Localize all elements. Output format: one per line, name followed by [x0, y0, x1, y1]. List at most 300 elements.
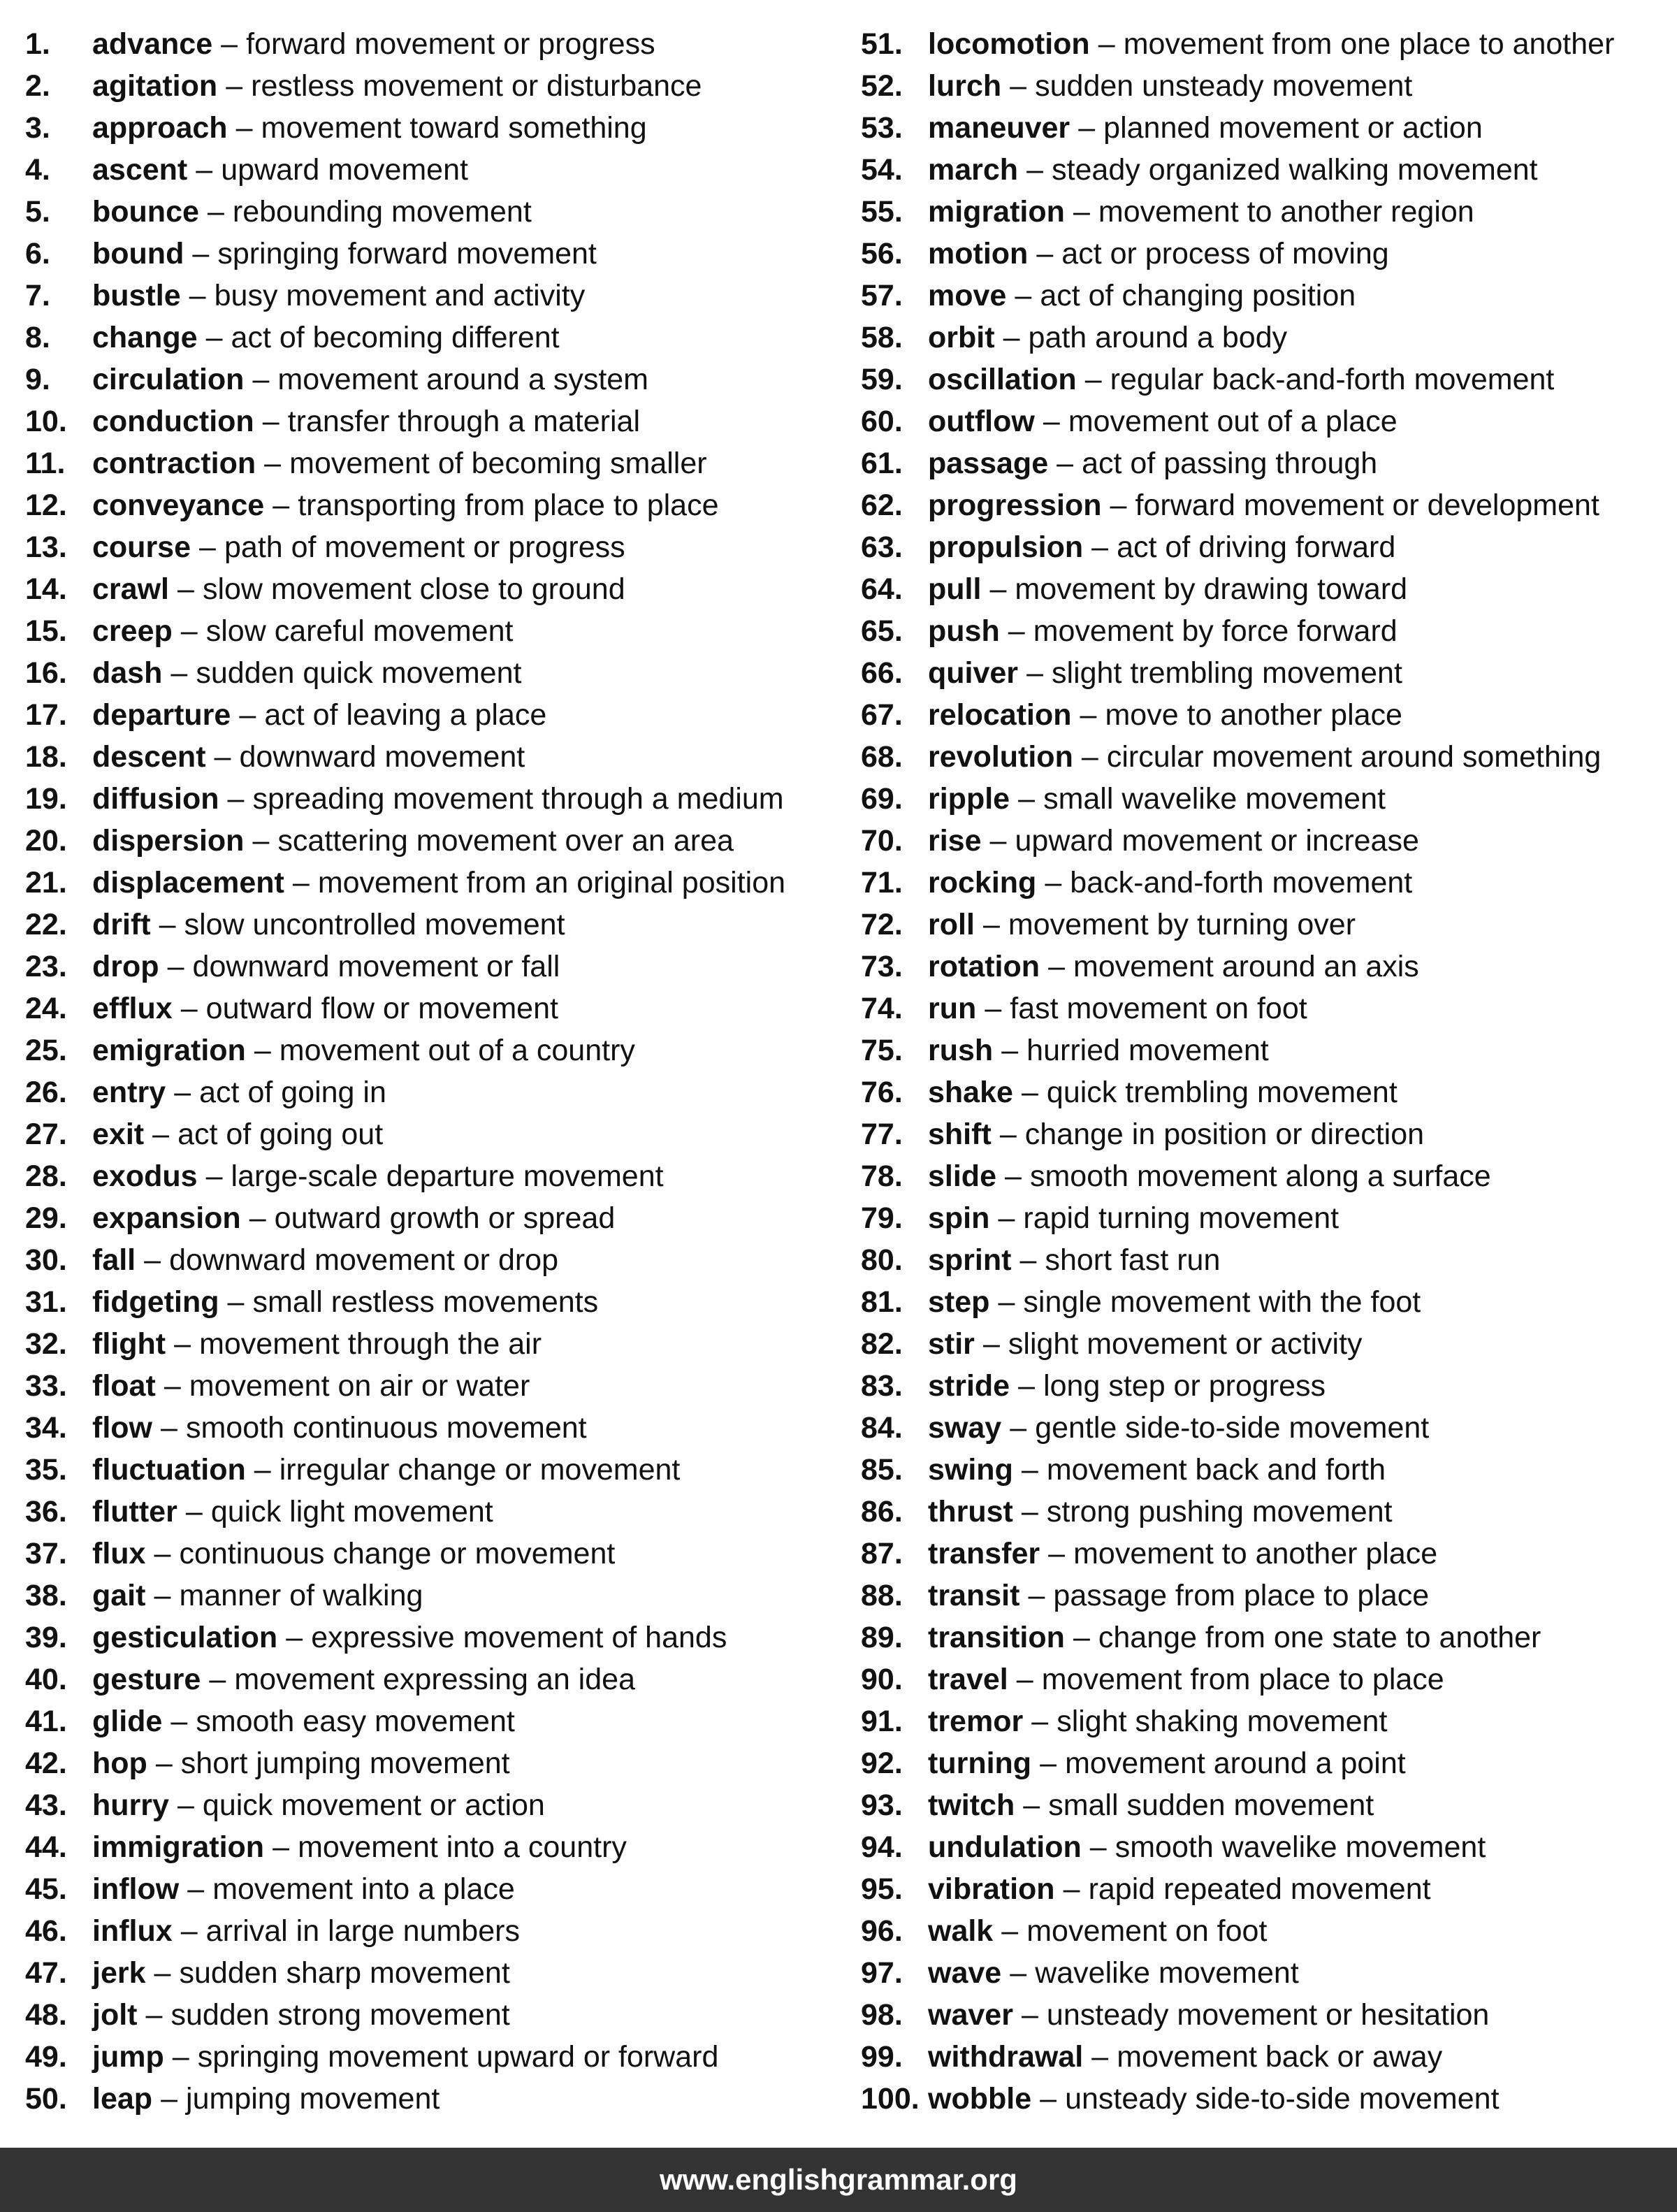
item-word: lurch — [928, 69, 1002, 103]
item-word: stride — [928, 1369, 1010, 1403]
item-number: 54. — [861, 153, 903, 187]
item-definition: change in position or direction — [1024, 1118, 1425, 1151]
item-definition: jumping movement — [186, 2082, 440, 2116]
item-number: 15. — [25, 614, 67, 648]
item-dash-separator: – — [214, 740, 231, 774]
item-word: fidgeting — [92, 1285, 219, 1319]
item-word: progression — [928, 489, 1102, 522]
item-word: departure — [92, 698, 231, 732]
item-number: 63. — [861, 530, 903, 564]
list-item — [25, 275, 829, 317]
item-definition: path of movement or progress — [224, 530, 625, 564]
item-number: 88. — [861, 1579, 903, 1612]
item-dash-separator: – — [262, 405, 280, 438]
item-word: sprint — [928, 1243, 1012, 1277]
list-item — [25, 359, 829, 400]
item-number: 50. — [25, 2082, 67, 2116]
item-word: slide — [928, 1159, 996, 1193]
item-word: ripple — [928, 782, 1010, 816]
item-word: stir — [928, 1327, 975, 1361]
item-word: gesticulation — [92, 1621, 278, 1654]
item-word: conduction — [92, 405, 254, 438]
list-item — [861, 65, 1664, 107]
item-definition: slow movement close to ground — [202, 572, 625, 606]
item-definition: movement of becoming smaller — [289, 447, 707, 480]
item-definition: restless movement or disturbance — [251, 69, 702, 103]
item-number: 67. — [861, 698, 903, 732]
item-definition: slow uncontrolled movement — [184, 908, 565, 941]
item-definition: springing movement upward or forward — [197, 2040, 719, 2074]
item-definition: movement to another place — [1073, 1537, 1438, 1570]
item-number: 71. — [861, 866, 903, 899]
item-dash-separator: – — [1026, 656, 1043, 690]
item-dash-separator: – — [177, 572, 194, 606]
item-number: 48. — [25, 1998, 67, 2032]
item-definition: large-scale departure movement — [231, 1159, 664, 1193]
item-definition: downward movement or drop — [169, 1243, 559, 1277]
list-item — [861, 359, 1664, 400]
item-word: flow — [92, 1411, 152, 1445]
item-number: 97. — [861, 1956, 903, 1990]
item-definition: forward movement or progress — [246, 27, 655, 61]
item-definition: small restless movements — [252, 1285, 599, 1319]
item-number: 98. — [861, 1998, 903, 2032]
item-word: swing — [928, 1453, 1013, 1487]
item-word: ascent — [92, 153, 188, 187]
item-dash-separator: – — [1016, 1663, 1033, 1696]
item-word: leap — [92, 2082, 153, 2116]
list-item — [861, 191, 1664, 233]
item-dash-separator: – — [1048, 1537, 1066, 1570]
item-word: propulsion — [928, 530, 1084, 564]
list-item — [25, 610, 829, 652]
item-definition: act of driving forward — [1117, 530, 1396, 564]
item-definition: passage from place to place — [1053, 1579, 1430, 1612]
item-dash-separator: – — [982, 1327, 1000, 1361]
item-dash-separator: – — [180, 1914, 198, 1948]
list-item — [25, 1407, 829, 1449]
list-item — [25, 1029, 829, 1071]
item-definition: smooth wavelike movement — [1115, 1830, 1486, 1864]
item-number: 84. — [861, 1411, 903, 1445]
item-number: 92. — [861, 1747, 903, 1780]
item-definition: spreading movement through a medium — [252, 782, 784, 816]
list-item — [25, 1281, 829, 1323]
item-definition: slow careful movement — [205, 614, 514, 648]
item-dash-separator: – — [1040, 2082, 1057, 2116]
item-word: maneuver — [928, 111, 1070, 145]
item-word: course — [92, 530, 191, 564]
item-definition: movement around a point — [1065, 1747, 1406, 1780]
item-dash-separator: – — [1028, 1579, 1045, 1612]
item-definition: wavelike movement — [1035, 1956, 1299, 1990]
item-definition: smooth movement along a surface — [1029, 1159, 1491, 1193]
item-definition: act of passing through — [1082, 447, 1378, 480]
item-number: 13. — [25, 530, 67, 564]
item-word: expansion — [92, 1201, 241, 1235]
list-item — [861, 736, 1664, 778]
item-word: rocking — [928, 866, 1037, 899]
item-word: tremor — [928, 1705, 1024, 1738]
item-definition: back-and-forth movement — [1070, 866, 1413, 899]
item-number: 93. — [861, 1788, 903, 1822]
list-item — [861, 1952, 1664, 1994]
item-dash-separator: – — [1091, 2040, 1109, 2074]
item-definition: act of becoming different — [231, 321, 560, 354]
item-number: 26. — [25, 1076, 67, 1109]
list-item — [861, 652, 1664, 694]
item-definition: path around a body — [1028, 321, 1288, 354]
item-definition: continuous change or movement — [179, 1537, 616, 1570]
item-definition: movement out of a country — [279, 1034, 635, 1067]
item-definition: upward movement — [221, 153, 468, 187]
item-number: 95. — [861, 1872, 903, 1906]
list-item — [25, 107, 829, 149]
item-word: locomotion — [928, 27, 1090, 61]
item-definition: movement on foot — [1026, 1914, 1268, 1948]
item-dash-separator: – — [235, 111, 253, 145]
item-word: gesture — [92, 1663, 201, 1696]
item-number: 42. — [25, 1747, 67, 1780]
item-word: hurry — [92, 1788, 169, 1822]
list-item — [861, 1868, 1664, 1910]
item-definition: scattering movement over an area — [277, 824, 734, 858]
item-definition: movement to another region — [1098, 195, 1474, 229]
list-item — [25, 1742, 829, 1784]
item-dash-separator: – — [273, 1830, 290, 1864]
item-dash-separator: – — [1021, 1076, 1038, 1109]
item-word: immigration — [92, 1830, 265, 1864]
item-dash-separator: – — [1073, 195, 1090, 229]
item-definition: move to another place — [1105, 698, 1402, 732]
item-number: 27. — [25, 1118, 67, 1151]
footer-website-link[interactable]: www.englishgrammar.org — [660, 2163, 1017, 2196]
item-dash-separator: – — [1031, 1705, 1049, 1738]
item-definition: movement through the air — [199, 1327, 542, 1361]
item-number: 3. — [25, 111, 50, 145]
item-word: influx — [92, 1914, 173, 1948]
item-number: 55. — [861, 195, 903, 229]
item-definition: movement into a place — [212, 1872, 515, 1906]
item-word: gait — [92, 1579, 146, 1612]
item-definition: smooth continuous movement — [185, 1411, 587, 1445]
item-number: 17. — [25, 698, 67, 732]
list-item — [861, 23, 1664, 65]
item-dash-separator: – — [985, 992, 1002, 1025]
list-item — [25, 526, 829, 568]
item-dash-separator: – — [154, 1537, 171, 1570]
item-dash-separator: – — [989, 572, 1007, 606]
list-item — [25, 317, 829, 359]
item-dash-separator: – — [152, 1118, 170, 1151]
list-item — [25, 1449, 829, 1491]
item-word: sway — [928, 1411, 1002, 1445]
item-definition: manner of walking — [179, 1579, 423, 1612]
item-word: bustle — [92, 279, 181, 312]
item-number: 77. — [861, 1118, 903, 1151]
item-word: emigration — [92, 1034, 246, 1067]
item-definition: irregular change or movement — [279, 1453, 681, 1487]
item-dash-separator: – — [1091, 530, 1109, 564]
item-word: rush — [928, 1034, 994, 1067]
item-number: 16. — [25, 656, 67, 690]
item-number: 74. — [861, 992, 903, 1025]
item-definition: unsteady movement or hesitation — [1046, 1998, 1490, 2032]
list-item — [861, 1910, 1664, 1952]
item-definition: downward movement or fall — [192, 950, 560, 983]
item-number: 82. — [861, 1327, 903, 1361]
item-dash-separator: – — [199, 530, 216, 564]
item-dash-separator: – — [144, 1243, 161, 1277]
list-item — [861, 988, 1664, 1029]
list-item — [861, 1281, 1664, 1323]
item-definition: gentle side-to-side movement — [1035, 1411, 1430, 1445]
item-definition: busy movement and activity — [214, 279, 586, 312]
item-number: 86. — [861, 1495, 903, 1528]
item-definition: rapid repeated movement — [1088, 1872, 1431, 1906]
list-item — [861, 317, 1664, 359]
item-word: move — [928, 279, 1007, 312]
item-definition: sudden sharp movement — [179, 1956, 510, 1990]
item-dash-separator: – — [205, 1159, 223, 1193]
list-item — [25, 1994, 829, 2036]
item-word: oscillation — [928, 363, 1077, 396]
item-definition: slight movement or activity — [1008, 1327, 1363, 1361]
item-definition: sudden quick movement — [196, 656, 522, 690]
list-item — [25, 1700, 829, 1742]
item-word: rotation — [928, 950, 1040, 983]
item-word: conveyance — [92, 489, 265, 522]
item-definition: small wavelike movement — [1043, 782, 1386, 816]
list-item — [861, 610, 1664, 652]
item-dash-separator: – — [1063, 1872, 1080, 1906]
item-definition: transporting from place to place — [298, 489, 719, 522]
item-dash-separator: – — [170, 656, 188, 690]
item-word: displacement — [92, 866, 284, 899]
item-dash-separator: – — [1018, 1369, 1036, 1403]
list-item — [25, 1868, 829, 1910]
item-definition: upward movement or increase — [1015, 824, 1419, 858]
item-number: 8. — [25, 321, 50, 354]
item-dash-separator: – — [1010, 1956, 1027, 1990]
item-word: shake — [928, 1076, 1013, 1109]
list-item — [861, 1533, 1664, 1575]
list-item — [861, 946, 1664, 988]
item-word: migration — [928, 195, 1065, 229]
item-word: exit — [92, 1118, 145, 1151]
item-word: run — [928, 992, 977, 1025]
item-dash-separator: – — [1084, 363, 1102, 396]
item-definition: steady organized walking movement — [1052, 153, 1538, 187]
item-word: approach — [92, 111, 228, 145]
item-dash-separator: – — [1008, 614, 1025, 648]
item-number: 32. — [25, 1327, 67, 1361]
item-number: 40. — [25, 1663, 67, 1696]
item-number: 52. — [861, 69, 903, 103]
list-item — [861, 1826, 1664, 1868]
item-dash-separator: – — [1098, 27, 1115, 61]
item-word: fall — [92, 1243, 136, 1277]
item-number: 45. — [25, 1872, 67, 1906]
list-item — [861, 1113, 1664, 1155]
item-number: 49. — [25, 2040, 67, 2074]
item-number: 94. — [861, 1830, 903, 1864]
item-word: jerk — [92, 1956, 146, 1990]
item-definition: quick trembling movement — [1046, 1076, 1398, 1109]
item-word: quiver — [928, 656, 1019, 690]
item-definition: strong pushing movement — [1046, 1495, 1393, 1528]
item-number: 70. — [861, 824, 903, 858]
item-definition: movement by turning over — [1008, 908, 1356, 941]
list-item — [25, 1323, 829, 1365]
item-word: exodus — [92, 1159, 198, 1193]
item-definition: act or process of moving — [1061, 237, 1389, 270]
item-definition: movement expressing an idea — [234, 1663, 635, 1696]
item-word: glide — [92, 1705, 163, 1738]
item-number: 76. — [861, 1076, 903, 1109]
item-word: dispersion — [92, 824, 245, 858]
list-item — [861, 1784, 1664, 1826]
list-item — [25, 23, 829, 65]
list-item — [861, 107, 1664, 149]
item-dash-separator: – — [1089, 1830, 1107, 1864]
list-item — [25, 568, 829, 610]
item-word: jump — [92, 2040, 164, 2074]
list-item — [25, 1826, 829, 1868]
item-number: 43. — [25, 1788, 67, 1822]
item-definition: movement from an original position — [317, 866, 786, 899]
list-item — [861, 442, 1664, 484]
item-word: withdrawal — [928, 2040, 1084, 2074]
item-number: 19. — [25, 782, 67, 816]
item-number: 96. — [861, 1914, 903, 1948]
item-definition: outward growth or spread — [274, 1201, 616, 1235]
item-word: walk — [928, 1914, 994, 1948]
item-dash-separator: – — [1015, 279, 1032, 312]
item-word: step — [928, 1285, 990, 1319]
item-word: transfer — [928, 1537, 1040, 1570]
list-item — [861, 1658, 1664, 1700]
item-dash-separator: – — [177, 1788, 194, 1822]
item-definition: fast movement on foot — [1010, 992, 1307, 1025]
item-dash-separator: – — [174, 1327, 191, 1361]
item-definition: movement around a system — [277, 363, 648, 396]
item-number: 34. — [25, 1411, 67, 1445]
list-item — [25, 191, 829, 233]
item-number: 2. — [25, 69, 50, 103]
item-word: fluctuation — [92, 1453, 246, 1487]
item-word: travel — [928, 1663, 1008, 1696]
list-item — [25, 1784, 829, 1826]
list-item — [861, 1071, 1664, 1113]
item-number: 37. — [25, 1537, 67, 1570]
list-item — [861, 1197, 1664, 1239]
item-word: efflux — [92, 992, 173, 1025]
item-number: 30. — [25, 1243, 67, 1277]
list-item — [861, 1239, 1664, 1281]
item-definition: sudden strong movement — [170, 1998, 510, 2032]
item-number: 57. — [861, 279, 903, 312]
item-number: 22. — [25, 908, 67, 941]
item-definition: rebounding movement — [232, 195, 532, 229]
item-word: outflow — [928, 405, 1035, 438]
item-word: pull — [928, 572, 982, 606]
item-definition: movement on air or water — [189, 1369, 530, 1403]
item-number: 58. — [861, 321, 903, 354]
item-word: diffusion — [92, 782, 219, 816]
item-number: 41. — [25, 1705, 67, 1738]
item-dash-separator: – — [1040, 1747, 1057, 1780]
list-item — [861, 2078, 1664, 2120]
item-word: waver — [928, 1998, 1013, 2032]
item-number: 39. — [25, 1621, 67, 1654]
item-number: 1. — [25, 27, 50, 61]
list-item — [25, 65, 829, 107]
item-dash-separator: – — [1018, 782, 1036, 816]
item-dash-separator: – — [1057, 447, 1074, 480]
list-item — [861, 1365, 1664, 1407]
item-definition: unsteady side-to-side movement — [1065, 2082, 1500, 2116]
item-number: 59. — [861, 363, 903, 396]
list-item — [861, 1994, 1664, 2036]
item-definition: springing forward movement — [217, 237, 597, 270]
item-dash-separator: – — [249, 1201, 266, 1235]
list-item — [25, 862, 829, 904]
item-definition: transfer through a material — [287, 405, 640, 438]
word-list-left-column — [25, 23, 829, 2120]
item-word: passage — [928, 447, 1049, 480]
item-number: 66. — [861, 656, 903, 690]
item-dash-separator: – — [1003, 321, 1020, 354]
item-dash-separator: – — [999, 1118, 1017, 1151]
item-word: flux — [92, 1537, 146, 1570]
list-item — [861, 1449, 1664, 1491]
item-number: 35. — [25, 1453, 67, 1487]
item-word: shift — [928, 1118, 992, 1151]
item-dash-separator: – — [254, 1034, 271, 1067]
item-dash-separator: – — [1010, 1411, 1027, 1445]
item-definition: circular movement around something — [1106, 740, 1602, 774]
item-definition: movement from place to place — [1041, 1663, 1444, 1696]
list-item — [861, 400, 1664, 442]
item-number: 75. — [861, 1034, 903, 1067]
item-word: march — [928, 153, 1019, 187]
item-dash-separator: – — [254, 1453, 271, 1487]
item-dash-separator: – — [1021, 1495, 1038, 1528]
item-definition: act of leaving a place — [264, 698, 547, 732]
item-word: hop — [92, 1747, 147, 1780]
item-dash-separator: – — [145, 1998, 163, 2032]
item-dash-separator: – — [264, 447, 282, 480]
list-item — [25, 233, 829, 275]
list-item — [25, 652, 829, 694]
item-dash-separator: – — [1021, 1453, 1038, 1487]
item-word: vibration — [928, 1872, 1055, 1906]
list-item — [25, 1658, 829, 1700]
item-number: 46. — [25, 1914, 67, 1948]
item-word: float — [92, 1369, 156, 1403]
item-word: circulation — [92, 363, 245, 396]
item-dash-separator: – — [273, 489, 290, 522]
item-dash-separator: – — [1073, 1621, 1090, 1654]
list-item — [861, 2036, 1664, 2078]
list-item — [25, 1491, 829, 1533]
item-dash-separator: – — [1001, 1034, 1019, 1067]
item-number: 53. — [861, 111, 903, 145]
list-item — [25, 1113, 829, 1155]
item-number: 9. — [25, 363, 50, 396]
item-word: roll — [928, 908, 975, 941]
